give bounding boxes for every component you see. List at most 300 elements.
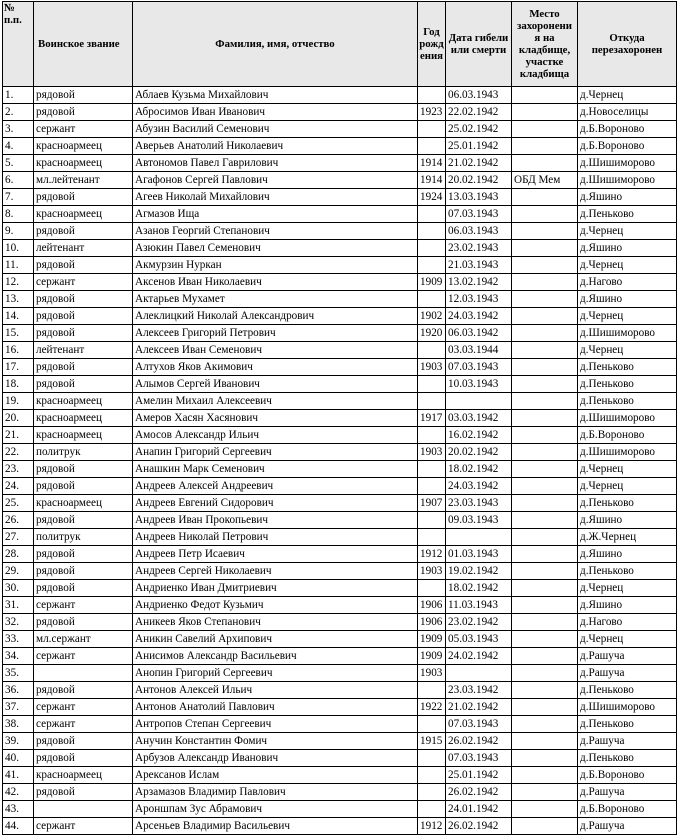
cell-birth-year xyxy=(418,682,446,699)
cell-burial-place xyxy=(512,257,578,274)
cell-burial-place xyxy=(512,206,578,223)
cell-burial-place xyxy=(512,325,578,342)
cell-burial-place xyxy=(512,580,578,597)
cell-reburied-from: д.Пеньково xyxy=(578,376,677,393)
table-row xyxy=(3,733,677,750)
cell-death-date: 26.02.1942 xyxy=(446,818,512,835)
cell-burial-place xyxy=(512,155,578,172)
table-row xyxy=(3,87,677,104)
cell-rank: политрук xyxy=(34,529,133,546)
cell-number: 6. xyxy=(3,172,34,189)
cell-birth-year xyxy=(418,121,446,138)
cell-number: 16. xyxy=(3,342,34,359)
cell-burial-place xyxy=(512,495,578,512)
cell-birth-year xyxy=(418,376,446,393)
table-row xyxy=(3,325,677,342)
cell-reburied-from: д.Яшино xyxy=(578,291,677,308)
cell-full-name: Абузин Василий Семенович xyxy=(133,121,418,138)
cell-rank xyxy=(34,665,133,682)
cell-burial-place: ОБД Мем xyxy=(512,172,578,189)
cell-rank: лейтенант xyxy=(34,342,133,359)
cell-death-date xyxy=(446,393,512,410)
cell-reburied-from: д.Новоселицы xyxy=(578,104,677,121)
cell-birth-year: 1914 xyxy=(418,172,446,189)
table-row xyxy=(3,580,677,597)
cell-burial-place xyxy=(512,614,578,631)
cell-death-date: 23.03.1942 xyxy=(446,682,512,699)
cell-number: 29. xyxy=(3,563,34,580)
cell-reburied-from: д.Чернец xyxy=(578,478,677,495)
cell-rank: красноармеец xyxy=(34,393,133,410)
cell-rank: сержант xyxy=(34,121,133,138)
cell-full-name: Амеров Хасян Хасянович xyxy=(133,410,418,427)
cell-rank: сержант xyxy=(34,648,133,665)
cell-death-date: 10.03.1943 xyxy=(446,376,512,393)
cell-full-name: Андреев Николай Петрович xyxy=(133,529,418,546)
cell-burial-place xyxy=(512,359,578,376)
cell-reburied-from: д.Пеньково xyxy=(578,563,677,580)
cell-burial-place xyxy=(512,393,578,410)
table-body xyxy=(3,87,677,835)
cell-reburied-from: д.Шишиморово xyxy=(578,172,677,189)
cell-number: 42. xyxy=(3,784,34,801)
cell-birth-year xyxy=(418,512,446,529)
cell-birth-year: 1903 xyxy=(418,665,446,682)
cell-burial-place xyxy=(512,648,578,665)
cell-number: 12. xyxy=(3,274,34,291)
cell-number: 1. xyxy=(3,87,34,104)
cell-number: 33. xyxy=(3,631,34,648)
cell-rank: мл.сержант xyxy=(34,631,133,648)
cell-number: 28. xyxy=(3,546,34,563)
table-row xyxy=(3,461,677,478)
cell-death-date: 21.03.1943 xyxy=(446,257,512,274)
cell-number: 31. xyxy=(3,597,34,614)
table-row xyxy=(3,359,677,376)
table-row xyxy=(3,444,677,461)
cell-number: 7. xyxy=(3,189,34,206)
cell-full-name: Арбузов Александр Иванович xyxy=(133,750,418,767)
cell-full-name: Арексанов Ислам xyxy=(133,767,418,784)
table-row xyxy=(3,223,677,240)
cell-death-date: 25.01.1942 xyxy=(446,138,512,155)
cell-birth-year: 1909 xyxy=(418,274,446,291)
cell-reburied-from: д.Пеньково xyxy=(578,495,677,512)
table-row xyxy=(3,665,677,682)
cell-rank: рядовой xyxy=(34,563,133,580)
cell-birth-year: 1903 xyxy=(418,359,446,376)
table-row xyxy=(3,291,677,308)
cell-reburied-from: д.Яшино xyxy=(578,512,677,529)
cell-rank: рядовой xyxy=(34,682,133,699)
cell-death-date: 16.02.1942 xyxy=(446,427,512,444)
table-row xyxy=(3,818,677,835)
cell-death-date: 07.03.1943 xyxy=(446,206,512,223)
cell-death-date: 06.03.1942 xyxy=(446,325,512,342)
table-row xyxy=(3,784,677,801)
cell-rank: рядовой xyxy=(34,291,133,308)
cell-burial-place xyxy=(512,529,578,546)
cell-full-name: Андриенко Иван Дмитриевич xyxy=(133,580,418,597)
cell-full-name: Автономов Павел Гаврилович xyxy=(133,155,418,172)
cell-reburied-from: д.Рашуча xyxy=(578,818,677,835)
cell-death-date: 23.03.1943 xyxy=(446,495,512,512)
cell-burial-place xyxy=(512,665,578,682)
cell-rank: красноармеец xyxy=(34,767,133,784)
cell-death-date: 23.02.1942 xyxy=(446,614,512,631)
cell-burial-place xyxy=(512,274,578,291)
cell-burial-place xyxy=(512,444,578,461)
table-row xyxy=(3,427,677,444)
cell-burial-place xyxy=(512,121,578,138)
cell-full-name: Антонов Алексей Ильич xyxy=(133,682,418,699)
cell-number: 20. xyxy=(3,410,34,427)
cell-number: 21. xyxy=(3,427,34,444)
cell-reburied-from: д.Яшино xyxy=(578,597,677,614)
cell-death-date: 13.03.1943 xyxy=(446,189,512,206)
cell-death-date: 01.03.1943 xyxy=(446,546,512,563)
cell-burial-place xyxy=(512,223,578,240)
cell-reburied-from: д.Чернец xyxy=(578,223,677,240)
cell-birth-year xyxy=(418,342,446,359)
cell-death-date: 07.03.1943 xyxy=(446,716,512,733)
cell-death-date: 23.02.1943 xyxy=(446,240,512,257)
table-row xyxy=(3,393,677,410)
cell-full-name: Аникин Савелий Архипович xyxy=(133,631,418,648)
cell-birth-year: 1915 xyxy=(418,733,446,750)
header-rank: Воинское звание xyxy=(34,2,133,87)
cell-death-date: 24.03.1942 xyxy=(446,478,512,495)
cell-reburied-from: д.Шишиморово xyxy=(578,325,677,342)
cell-full-name: Азюкин Павел Семенович xyxy=(133,240,418,257)
cell-burial-place xyxy=(512,750,578,767)
cell-burial-place xyxy=(512,104,578,121)
table-row xyxy=(3,308,677,325)
cell-reburied-from: д.Яшино xyxy=(578,240,677,257)
cell-reburied-from: д.Рашуча xyxy=(578,733,677,750)
cell-death-date: 03.03.1944 xyxy=(446,342,512,359)
cell-death-date: 25.01.1942 xyxy=(446,767,512,784)
cell-birth-year: 1903 xyxy=(418,444,446,461)
cell-full-name: Амелин Михаил Алексеевич xyxy=(133,393,418,410)
cell-full-name: Агеев Николай Михайлович xyxy=(133,189,418,206)
cell-death-date: 25.02.1942 xyxy=(446,121,512,138)
cell-reburied-from: д.Рашуча xyxy=(578,784,677,801)
cell-full-name: Акмурзин Нуркан xyxy=(133,257,418,274)
cell-number: 37. xyxy=(3,699,34,716)
cell-full-name: Антонов Анатолий Павлович xyxy=(133,699,418,716)
cell-burial-place xyxy=(512,189,578,206)
cell-death-date: 21.02.1942 xyxy=(446,155,512,172)
cell-burial-place xyxy=(512,563,578,580)
table-row xyxy=(3,529,677,546)
table-row xyxy=(3,614,677,631)
cell-reburied-from: д.Рашуча xyxy=(578,665,677,682)
cell-number: 27. xyxy=(3,529,34,546)
cell-death-date: 07.03.1943 xyxy=(446,359,512,376)
cell-burial-place xyxy=(512,801,578,818)
cell-death-date: 19.02.1942 xyxy=(446,563,512,580)
cell-reburied-from: д.Пеньково xyxy=(578,716,677,733)
cell-death-date: 18.02.1942 xyxy=(446,580,512,597)
cell-burial-place xyxy=(512,784,578,801)
cell-birth-year xyxy=(418,478,446,495)
cell-reburied-from: д.Б.Вороново xyxy=(578,427,677,444)
cell-burial-place xyxy=(512,512,578,529)
cell-reburied-from: д.Чернец xyxy=(578,342,677,359)
table-row xyxy=(3,410,677,427)
cell-burial-place xyxy=(512,291,578,308)
cell-burial-place xyxy=(512,478,578,495)
cell-rank: рядовой xyxy=(34,359,133,376)
cell-rank: сержант xyxy=(34,274,133,291)
cell-birth-year: 1906 xyxy=(418,614,446,631)
cell-reburied-from: д.Чернец xyxy=(578,631,677,648)
cell-rank: рядовой xyxy=(34,87,133,104)
cell-full-name: Аблаев Кузьма Михайлович xyxy=(133,87,418,104)
cell-birth-year xyxy=(418,257,446,274)
cell-burial-place xyxy=(512,699,578,716)
cell-birth-year xyxy=(418,138,446,155)
table-header xyxy=(3,2,677,87)
cell-death-date: 18.02.1942 xyxy=(446,461,512,478)
cell-rank: красноармеец xyxy=(34,495,133,512)
cell-death-date: 24.01.1942 xyxy=(446,801,512,818)
table-row xyxy=(3,240,677,257)
cell-birth-year: 1912 xyxy=(418,546,446,563)
cell-birth-year xyxy=(418,529,446,546)
table-row xyxy=(3,138,677,155)
cell-reburied-from: д.Нагово xyxy=(578,614,677,631)
cell-rank: красноармеец xyxy=(34,427,133,444)
cell-full-name: Анисимов Александр Васильевич xyxy=(133,648,418,665)
cell-number: 22. xyxy=(3,444,34,461)
table-row xyxy=(3,597,677,614)
table-row xyxy=(3,121,677,138)
cell-birth-year xyxy=(418,784,446,801)
cell-reburied-from: д.Пеньково xyxy=(578,393,677,410)
cell-number: 24. xyxy=(3,478,34,495)
cell-birth-year: 1909 xyxy=(418,648,446,665)
header-number: № п.п. xyxy=(3,2,34,87)
cell-birth-year: 1902 xyxy=(418,308,446,325)
cell-birth-year xyxy=(418,767,446,784)
table-row xyxy=(3,104,677,121)
cell-full-name: Актарьев Мухамет xyxy=(133,291,418,308)
cell-rank: рядовой xyxy=(34,308,133,325)
cell-death-date: 24.03.1942 xyxy=(446,308,512,325)
table-row xyxy=(3,206,677,223)
table-row xyxy=(3,257,677,274)
cell-reburied-from: д.Чернец xyxy=(578,580,677,597)
table-row xyxy=(3,274,677,291)
cell-death-date: 26.02.1942 xyxy=(446,784,512,801)
cell-birth-year xyxy=(418,461,446,478)
table-row xyxy=(3,631,677,648)
cell-number: 9. xyxy=(3,223,34,240)
cell-rank: рядовой xyxy=(34,750,133,767)
cell-full-name: Алексеев Григорий Петрович xyxy=(133,325,418,342)
cell-reburied-from: д.Шишиморово xyxy=(578,444,677,461)
cell-reburied-from: д.Б.Вороново xyxy=(578,121,677,138)
cell-rank: рядовой xyxy=(34,733,133,750)
cell-full-name: Анопин Григорий Сергеевич xyxy=(133,665,418,682)
cell-birth-year: 1920 xyxy=(418,325,446,342)
cell-rank: красноармеец xyxy=(34,138,133,155)
cell-full-name: Анашкин Марк Семенович xyxy=(133,461,418,478)
cell-reburied-from: д.Чернец xyxy=(578,87,677,104)
cell-reburied-from: д.Шишиморово xyxy=(578,155,677,172)
cell-death-date: 11.03.1943 xyxy=(446,597,512,614)
cell-number: 30. xyxy=(3,580,34,597)
cell-death-date: 13.02.1942 xyxy=(446,274,512,291)
cell-birth-year xyxy=(418,206,446,223)
cell-number: 3. xyxy=(3,121,34,138)
cell-burial-place xyxy=(512,546,578,563)
cell-rank: политрук xyxy=(34,444,133,461)
cell-burial-place xyxy=(512,631,578,648)
cell-burial-place xyxy=(512,427,578,444)
cell-rank: мл.лейтенант xyxy=(34,172,133,189)
table-row xyxy=(3,716,677,733)
cell-number: 26. xyxy=(3,512,34,529)
cell-birth-year xyxy=(418,291,446,308)
cell-full-name: Андреев Иван Прокопьевич xyxy=(133,512,418,529)
cell-death-date: 07.03.1943 xyxy=(446,750,512,767)
cell-full-name: Аверьев Анатолий Николаевич xyxy=(133,138,418,155)
header-full-name: Фамилия, имя, отчество xyxy=(133,2,418,87)
table-row xyxy=(3,699,677,716)
cell-reburied-from: д.Нагово xyxy=(578,274,677,291)
cell-number: 17. xyxy=(3,359,34,376)
cell-burial-place xyxy=(512,716,578,733)
cell-number: 36. xyxy=(3,682,34,699)
cell-number: 8. xyxy=(3,206,34,223)
header-death-date: Дата гибели или смерти xyxy=(446,2,512,87)
cell-reburied-from: д.Чернец xyxy=(578,308,677,325)
cell-birth-year xyxy=(418,240,446,257)
cell-rank: рядовой xyxy=(34,546,133,563)
cell-burial-place xyxy=(512,818,578,835)
cell-number: 2. xyxy=(3,104,34,121)
cell-birth-year: 1922 xyxy=(418,699,446,716)
cell-number: 39. xyxy=(3,733,34,750)
cell-reburied-from: д.Рашуча xyxy=(578,648,677,665)
cell-birth-year xyxy=(418,750,446,767)
table-row xyxy=(3,342,677,359)
cell-birth-year: 1917 xyxy=(418,410,446,427)
cell-number: 5. xyxy=(3,155,34,172)
cell-full-name: Андреев Сергей Николаевич xyxy=(133,563,418,580)
cell-birth-year: 1924 xyxy=(418,189,446,206)
cell-death-date: 03.03.1942 xyxy=(446,410,512,427)
cell-full-name: Андреев Петр Исаевич xyxy=(133,546,418,563)
cell-rank: лейтенант xyxy=(34,240,133,257)
cell-reburied-from: д.Б.Вороново xyxy=(578,801,677,818)
cell-full-name: Агмазов Ища xyxy=(133,206,418,223)
table-row xyxy=(3,648,677,665)
cell-rank: красноармеец xyxy=(34,410,133,427)
cell-rank: сержант xyxy=(34,818,133,835)
cell-burial-place xyxy=(512,733,578,750)
cell-birth-year xyxy=(418,427,446,444)
cell-full-name: Алымов Сергей Иванович xyxy=(133,376,418,393)
cell-full-name: Алтухов Яков Акимович xyxy=(133,359,418,376)
cell-reburied-from: д.Б.Вороново xyxy=(578,767,677,784)
table-row xyxy=(3,563,677,580)
cell-birth-year xyxy=(418,580,446,597)
table-row xyxy=(3,155,677,172)
cell-reburied-from: д.Шишиморово xyxy=(578,410,677,427)
cell-rank: рядовой xyxy=(34,325,133,342)
cell-death-date: 26.02.1942 xyxy=(446,733,512,750)
cell-rank: красноармеец xyxy=(34,206,133,223)
cell-death-date: 05.03.1943 xyxy=(446,631,512,648)
cell-birth-year: 1906 xyxy=(418,597,446,614)
cell-number: 34. xyxy=(3,648,34,665)
cell-number: 14. xyxy=(3,308,34,325)
cell-full-name: Аксенов Иван Николаевич xyxy=(133,274,418,291)
cell-rank xyxy=(34,801,133,818)
cell-reburied-from: д.Ж.Чернец xyxy=(578,529,677,546)
table-row xyxy=(3,512,677,529)
cell-number: 25. xyxy=(3,495,34,512)
cell-full-name: Андриенко Федот Кузьмич xyxy=(133,597,418,614)
cell-rank: рядовой xyxy=(34,223,133,240)
table-row xyxy=(3,478,677,495)
cell-birth-year: 1912 xyxy=(418,818,446,835)
cell-rank: сержант xyxy=(34,716,133,733)
cell-full-name: Алеклицкий Николай Александрович xyxy=(133,308,418,325)
cell-reburied-from: д.Пеньково xyxy=(578,682,677,699)
burial-list-table xyxy=(2,1,677,835)
cell-reburied-from: д.Пеньково xyxy=(578,206,677,223)
cell-full-name: Аникеев Яков Степанович xyxy=(133,614,418,631)
cell-full-name: Анапин Григорий Сергеевич xyxy=(133,444,418,461)
cell-rank: рядовой xyxy=(34,257,133,274)
cell-reburied-from: д.Яшино xyxy=(578,546,677,563)
cell-reburied-from: д.Чернец xyxy=(578,257,677,274)
cell-death-date: 20.02.1942 xyxy=(446,172,512,189)
cell-rank: рядовой xyxy=(34,512,133,529)
table-row xyxy=(3,376,677,393)
cell-full-name: Азанов Георгий Степанович xyxy=(133,223,418,240)
cell-birth-year: 1923 xyxy=(418,104,446,121)
table-row xyxy=(3,801,677,818)
cell-birth-year xyxy=(418,223,446,240)
cell-full-name: Арзамазов Владимир Павлович xyxy=(133,784,418,801)
cell-reburied-from: д.Яшино xyxy=(578,189,677,206)
cell-burial-place xyxy=(512,308,578,325)
cell-full-name: Арсеньев Владимир Васильевич xyxy=(133,818,418,835)
cell-reburied-from: д.Пеньково xyxy=(578,359,677,376)
cell-birth-year xyxy=(418,801,446,818)
cell-birth-year xyxy=(418,716,446,733)
cell-burial-place xyxy=(512,461,578,478)
cell-full-name: Амосов Александр Ильич xyxy=(133,427,418,444)
cell-rank: рядовой xyxy=(34,478,133,495)
cell-rank: рядовой xyxy=(34,784,133,801)
cell-number: 18. xyxy=(3,376,34,393)
cell-death-date: 20.02.1942 xyxy=(446,444,512,461)
cell-rank: сержант xyxy=(34,597,133,614)
cell-rank: рядовой xyxy=(34,580,133,597)
cell-death-date: 06.03.1943 xyxy=(446,87,512,104)
cell-full-name: Ароншпам Зус Абрамович xyxy=(133,801,418,818)
cell-rank: красноармеец xyxy=(34,155,133,172)
cell-death-date xyxy=(446,529,512,546)
cell-rank: рядовой xyxy=(34,189,133,206)
